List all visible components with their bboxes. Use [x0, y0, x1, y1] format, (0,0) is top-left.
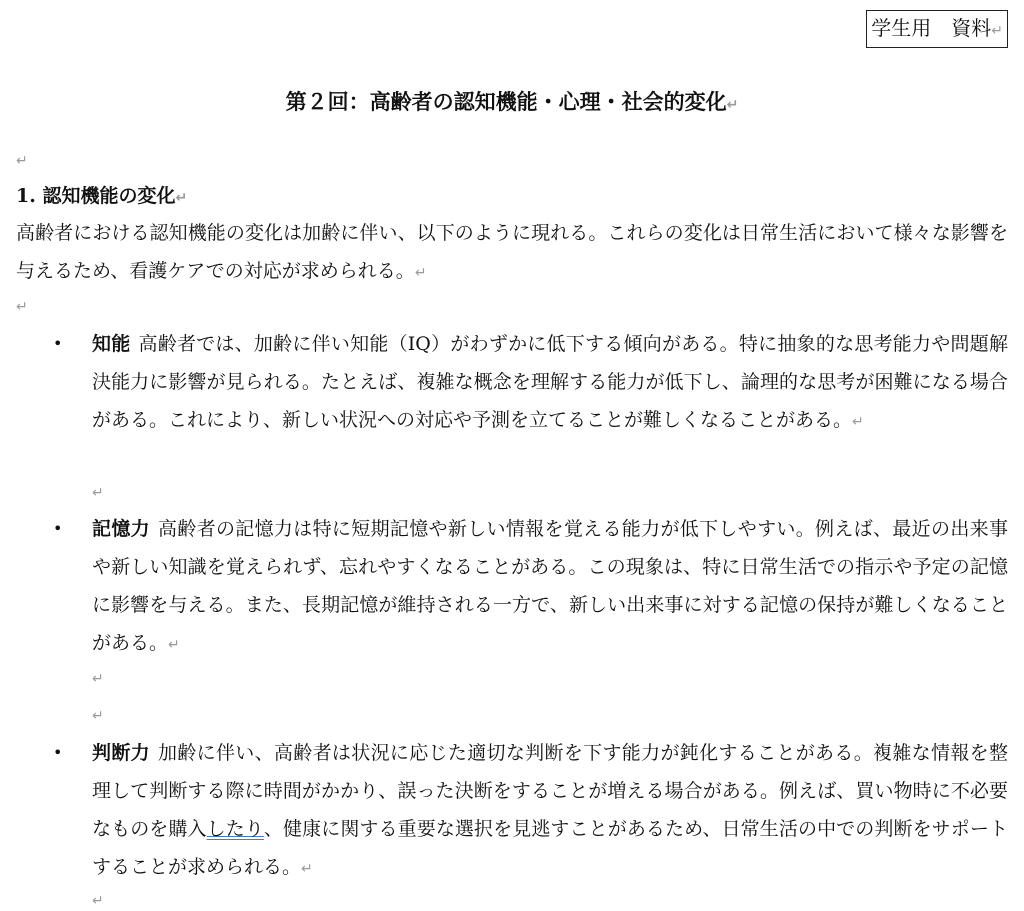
paragraph-mark-icon: ↵: [726, 97, 739, 113]
list-item: [92, 734, 1008, 888]
paragraph-mark-icon: ↵: [175, 190, 188, 206]
blank-paragraph: [92, 482, 104, 503]
blank-paragraph: [92, 890, 104, 911]
blank-paragraph: [16, 150, 28, 171]
section-heading: 1. 認知機能の変化↵: [16, 185, 188, 207]
paragraph-mark-icon: ↵: [92, 485, 104, 501]
item-text: 高齢者の記憶力は特に短期記憶や新しい情報を覚える能力が低下しやすい。例えば、最近の出来事や新しい知識を覚えられず、忘れやすくなることがある。この現象は、特に日常生活での指示や予定の記憶に影響を与える。また、長期記憶が維持される一方で、新しい出来事に対する記憶の保持が難しくなることがある。: [92, 518, 1008, 654]
paragraph-mark-icon: ↵: [991, 23, 1003, 39]
bullet-icon: •: [53, 334, 63, 353]
student-material-label: 学生用 資料↵: [866, 10, 1008, 48]
blank-paragraph: [92, 705, 104, 726]
item-text: 加齢に伴い、高齢者は状況に応じた適切な判断を下す能力が鈍化することがある。複雑な情報を整理して判断する際に時間がかかり、誤った決断をすることが増える場合がある。例えば、買い物時に不必要なものを購入: [92, 742, 1008, 840]
item-term: 知能: [92, 333, 131, 355]
item-term: 判断力: [92, 742, 150, 764]
paragraph-mark-icon: ↵: [92, 893, 104, 909]
paragraph-mark-icon: ↵: [16, 299, 28, 315]
paragraph-mark-icon: ↵: [414, 265, 427, 281]
paragraph-mark-icon: ↵: [301, 861, 313, 877]
intro-paragraph: 高齢者における認知機能の変化は加齢に伴い、以下のように現れる。これらの変化は日常生活において様々な影響を与えるため、看護ケアでの対応が求められる。↵: [16, 222, 1008, 282]
paragraph-mark-icon: ↵: [168, 637, 180, 653]
blank-paragraph: [16, 296, 28, 317]
list-item: [92, 325, 1008, 441]
blank-paragraph: [92, 668, 104, 689]
item-text: 高齢者では、加齢に伴い知能（IQ）がわずかに低下する傾向がある。特に抽象的な思考能力や問題解決能力に影響が見られる。たとえば、複雑な概念を理解する能力が低下し、論理的な思考が困難になる場合がある。これにより、新しい状況への対応や予測を立てることが難しくなることがある。: [92, 333, 1008, 431]
paragraph-mark-icon: ↵: [92, 708, 104, 724]
paragraph-mark-icon: ↵: [852, 414, 864, 430]
underlined-text: したり: [206, 818, 264, 840]
paragraph-mark-icon: ↵: [16, 153, 28, 169]
bullet-icon: •: [53, 743, 63, 762]
document-title: 第２回：高齢者の認知機能・心理・社会的変化↵: [285, 89, 739, 114]
list-item: [92, 510, 1008, 664]
bullet-icon: •: [53, 519, 63, 538]
paragraph-mark-icon: ↵: [92, 671, 104, 687]
item-text: 、健康に関する重要な選択を見逃すことがあるため、日常生活の中での判断をサポートすることが求められる。: [92, 818, 1008, 878]
item-term: 記憶力: [92, 518, 150, 540]
